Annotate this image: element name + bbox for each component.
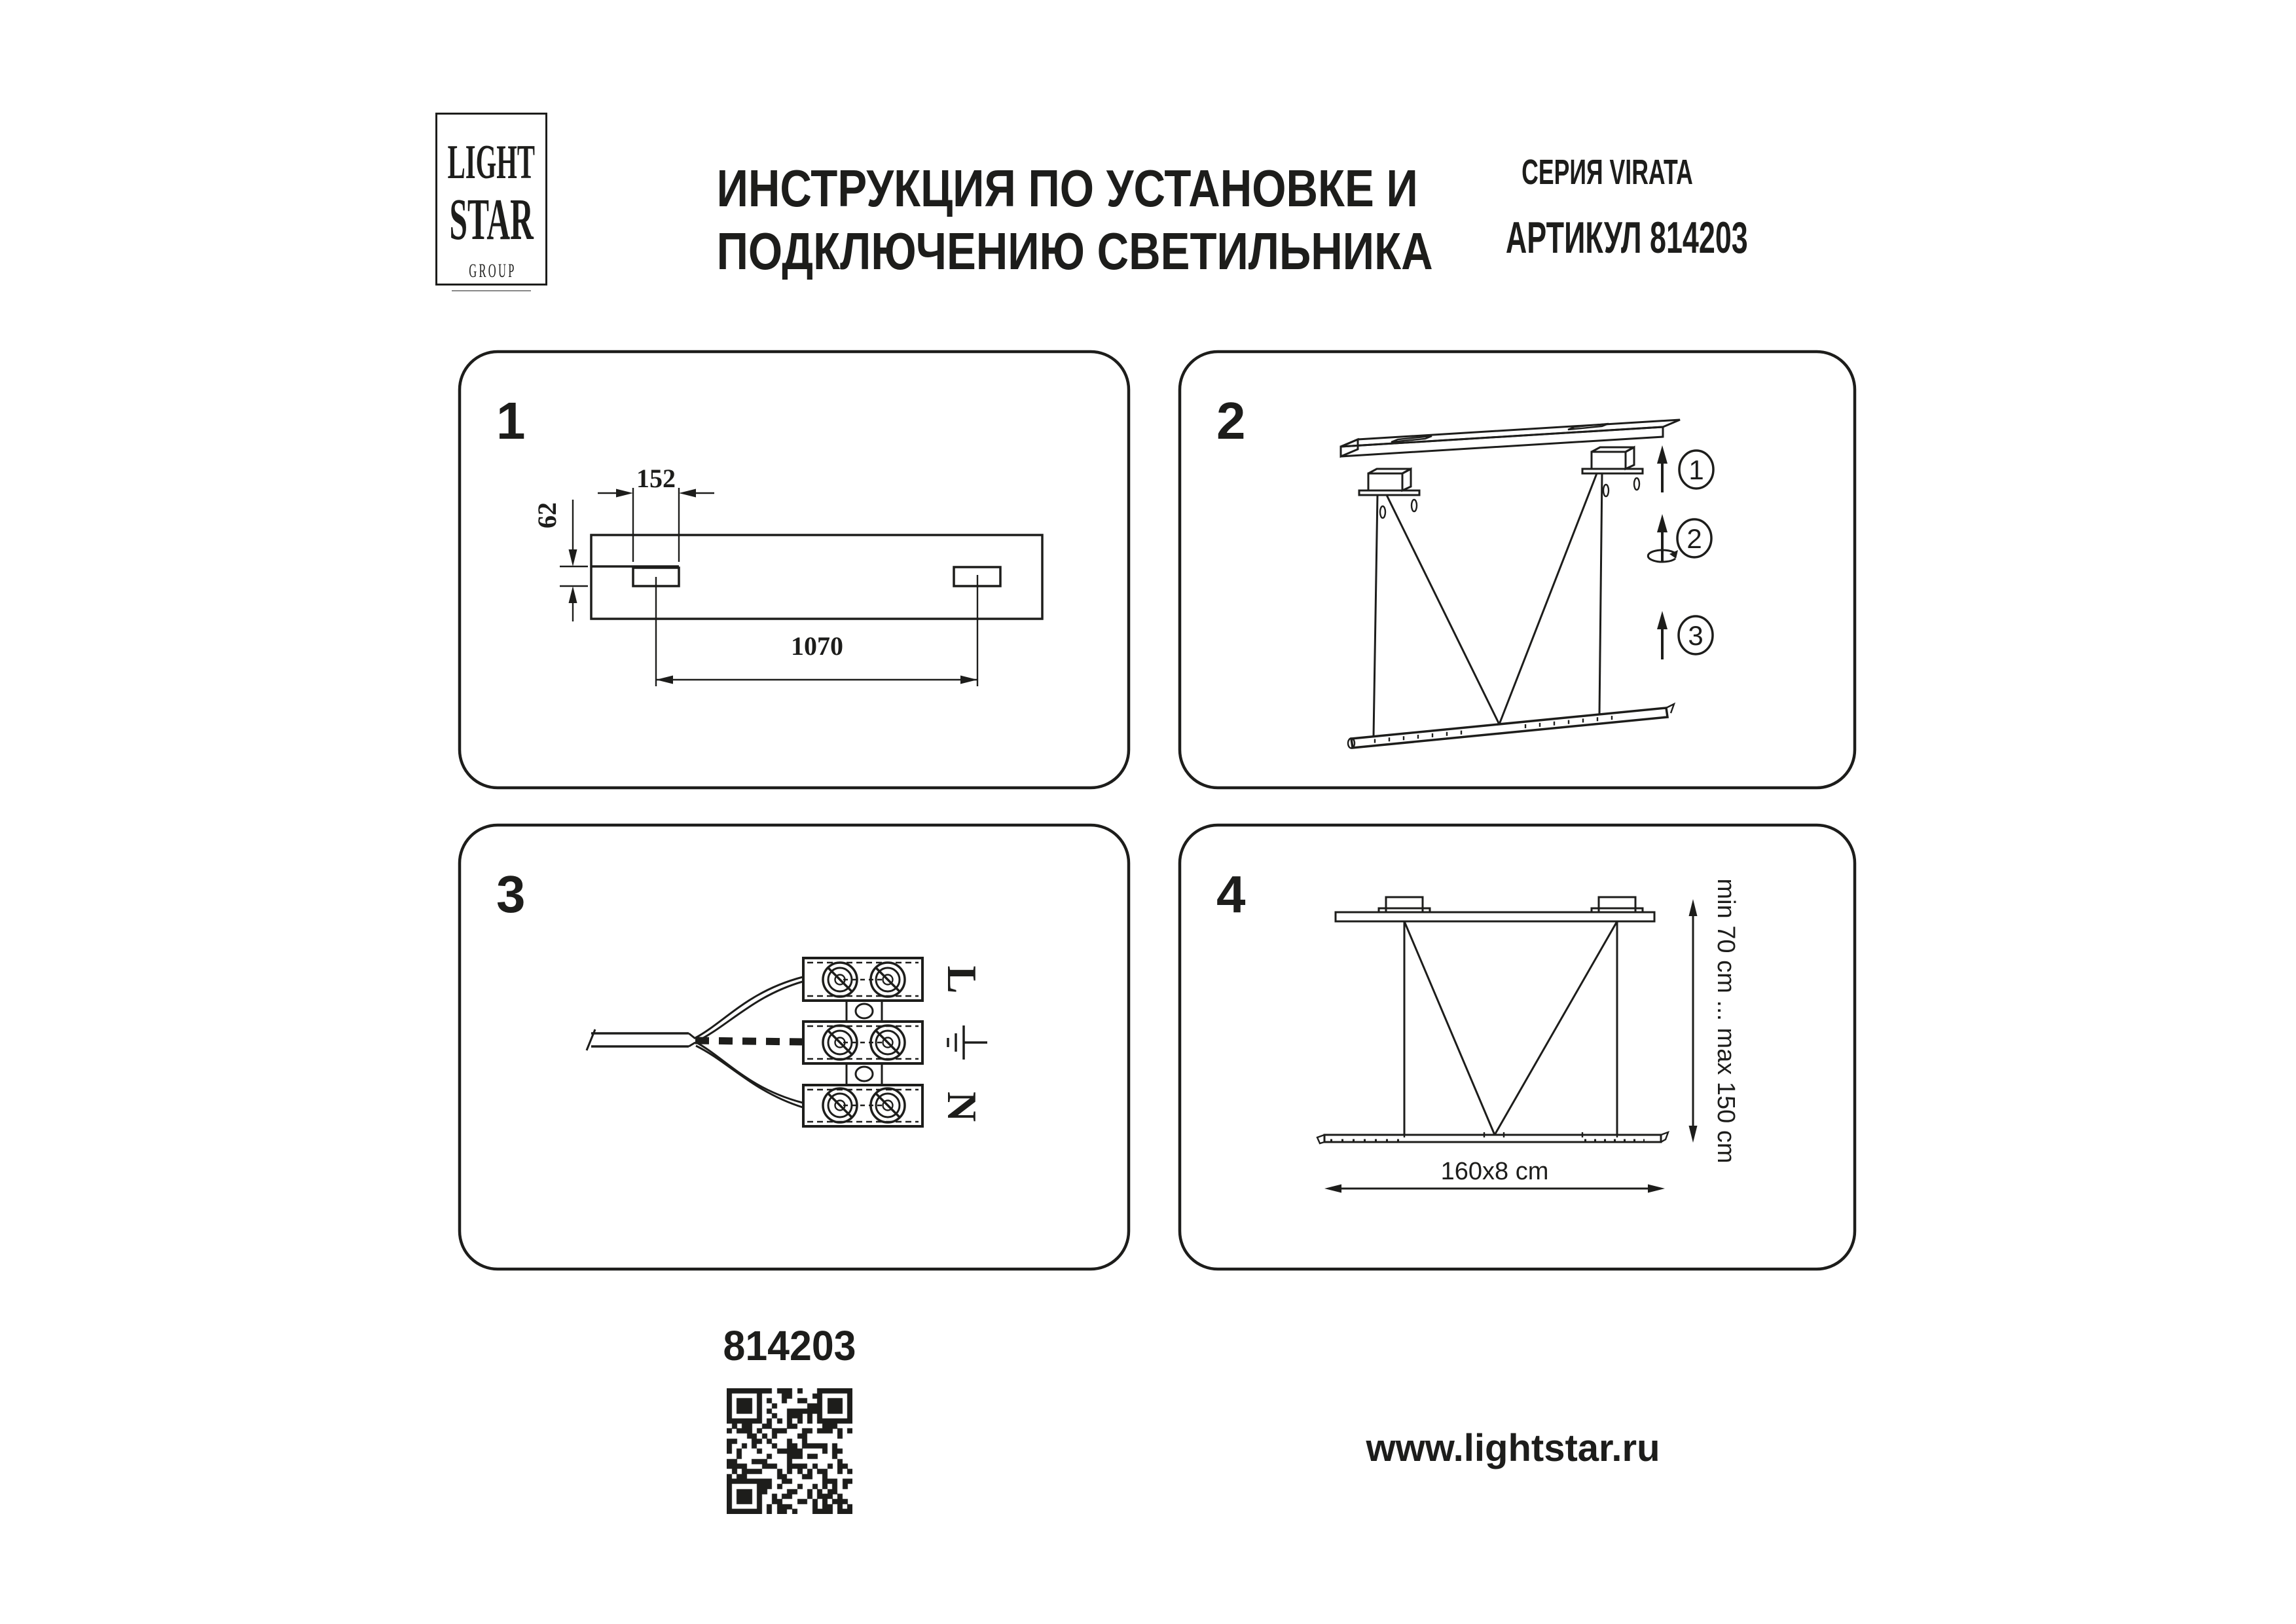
panel-1-number: 1 [496,392,526,450]
screw-icon [871,963,905,997]
dimension-bracket-span [656,575,977,686]
title-line-1: ИНСТРУКЦИЯ ПО УСТАНОВКЕ И [716,159,1418,217]
earth-icon [948,1025,987,1060]
panel-2-assembly-steps [1180,352,1855,788]
panel-3-border [460,825,1129,1269]
neutral-terminal-label: N [939,1091,985,1122]
logo-word-light: LIGHT [447,136,536,189]
wire-to-neutral-terminal [695,1042,803,1107]
dim-152-label: 152 [636,464,676,493]
step-badges [1677,451,1713,654]
series-name: СЕРИЯ VIRATA [1522,153,1693,192]
step-3-label: 3 [1688,620,1704,651]
mains-cable [587,1029,695,1050]
logo-word-star: STAR [449,187,534,252]
logo-word-group: GROUP [468,260,517,282]
panel-4-overall-dimensions [1180,825,1855,1269]
screw-icon [871,1088,905,1122]
wire-to-line-terminal [695,977,803,1042]
size-label: 160x8 cm [1440,1158,1549,1185]
step-arrows [1648,445,1678,659]
article-number-footer: 814203 [723,1322,856,1369]
screw-icon [823,1025,857,1060]
qr-code [727,1388,852,1514]
light-bar-isometric [1348,704,1674,748]
ceiling-bar-front-view [1336,897,1654,921]
panel-4-border [1180,825,1855,1269]
panel-3-wiring-diagram [460,825,1129,1269]
height-range-label: min 70 cm ... max 150 cm [1712,878,1740,1164]
dimension-length [1324,1158,1665,1193]
suspension-block-left [1359,469,1419,518]
dim-62-label: 62 [532,502,562,528]
panel-4-number: 4 [1216,865,1246,923]
dimension-bracket-height [532,500,588,621]
step-2-label: 2 [1686,523,1702,554]
screw-icon [823,1088,857,1122]
panel-1-border [460,352,1129,788]
dimension-height-range [1689,878,1740,1163]
website-link[interactable]: www.lightstar.ru [1366,1427,1660,1469]
article-number-header: АРТИКУЛ 814203 [1505,213,1748,263]
panel-2-number: 2 [1216,392,1246,450]
screw-icon [823,963,857,997]
ceiling-plate-top-view [591,535,1042,619]
panel-1-mounting-dimensions [460,352,1129,788]
wire-to-earth-terminal [695,1041,803,1042]
screw-icon [871,1025,905,1060]
dimension-bracket-width [598,464,714,562]
panel-3-number: 3 [496,865,526,923]
step-1-label: 1 [1688,454,1704,485]
line-terminal-label: L [939,965,985,994]
suspension-wires [1374,473,1602,736]
light-bar-front-view [1317,1132,1668,1143]
dim-1070-label: 1070 [791,631,843,661]
title-line-2: ПОДКЛЮЧЕНИЮ СВЕТИЛЬНИКА [716,222,1433,280]
suspension-wires-front [1404,921,1617,1135]
